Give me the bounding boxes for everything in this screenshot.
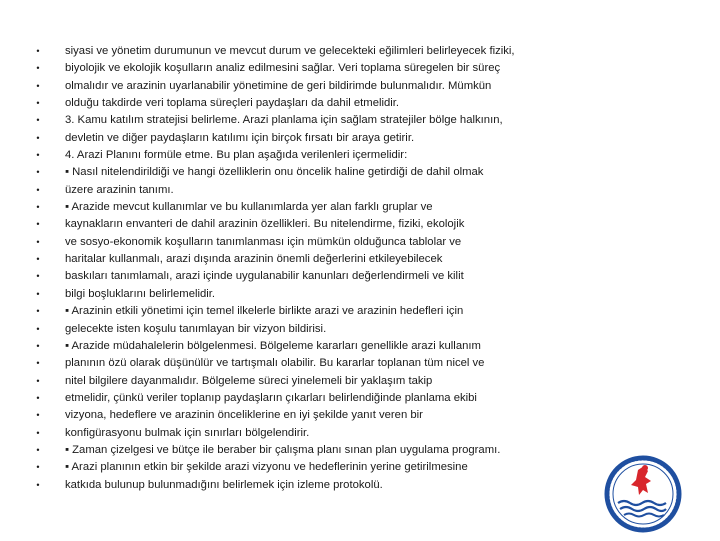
bullet-dot: • <box>36 132 40 143</box>
bullet-text: devletin ve diğer paydaşların katılımı için birçok fırsatı bir araya getirir. <box>65 131 415 144</box>
bullet-text: konfigürasyonu bulmak için sınırları bölgelendirir. <box>65 426 310 439</box>
bullet-text: olmalıdır ve arazinin uyarlanabilir yönetimine de geri bildirimde bulunmalıdır. Mümkün <box>65 79 492 92</box>
bullet-text: ▪ Arazinin etkili yönetimi için temel ilkelerle birlikte arazi ve arazinin hedefleri için <box>65 305 464 318</box>
bullet-text: ve sosyo-ekonomik koşulların tanımlanması için mümkün olduğunca tablolar ve <box>65 235 462 248</box>
university-seal-icon <box>596 448 691 536</box>
bullet-line <box>34 442 515 459</box>
bullet-text: katkıda bulunup bulunmadığını belirlemek için izleme protokolü. <box>65 478 383 491</box>
bullet-dot: • <box>36 444 40 455</box>
bullet-dot: • <box>36 115 40 126</box>
bullet-dot: • <box>36 323 40 334</box>
bullet-dot: • <box>36 427 40 438</box>
bullet-text: ▪ Zaman çizelgesi ve bütçe ile beraber bir çalışma planı sınan plan uygulama programı. <box>65 443 501 456</box>
bullet-dot: • <box>36 410 40 421</box>
bullet-line <box>34 268 515 285</box>
bullet-dot: • <box>36 202 40 213</box>
bullet-line <box>34 112 515 129</box>
bullet-dot: • <box>36 479 40 490</box>
bullet-text: ▪ Arazide mevcut kullanımlar ve bu kullanımlarda yer alan farklı gruplar ve <box>65 201 433 214</box>
bullet-dot: • <box>36 306 40 317</box>
bullet-dot: • <box>36 236 40 247</box>
bullet-line <box>34 303 515 320</box>
bullet-dot: • <box>36 358 40 369</box>
bullet-text: etmelidir, çünkü veriler toplanıp paydaşların çıkarları belirlendiğinde planlama ekibi <box>65 391 477 404</box>
bullet-line <box>34 355 515 372</box>
bullet-line <box>34 164 515 181</box>
bullet-dot: • <box>36 219 40 230</box>
bullet-dot: • <box>36 462 40 473</box>
bullet-line <box>34 234 515 251</box>
bullet-text: kaynakların envanteri de dahil arazinin özellikleri. Bu nitelendirme, fiziki, ekolojik <box>65 218 465 231</box>
bullet-line <box>34 182 515 199</box>
bullet-line <box>34 43 515 60</box>
bullet-dot: • <box>36 184 40 195</box>
bullet-line <box>34 390 515 407</box>
bullet-text: nitel bilgilere dayanmalıdır. Bölgeleme süreci yinelemeli bir yaklaşım takip <box>65 374 433 387</box>
bullet-line <box>34 407 515 424</box>
bullet-dot: • <box>36 340 40 351</box>
bullet-line <box>34 477 515 494</box>
bullet-line <box>34 286 515 303</box>
bullet-line <box>34 60 515 77</box>
bullet-text: ▪ Nasıl nitelendirildiği ve hangi özelliklerin onu öncelik haline getirdiği de dahil olmak <box>65 166 484 179</box>
bullet-text: vizyona, hedeflere ve arazinin önceliklerine en iyi şekilde yanıt veren bir <box>65 409 423 422</box>
bullet-text: biyolojik ve ekolojik koşulların analiz edilmesini sağlar. Veri toplama süregelen bir süreç <box>65 62 501 75</box>
bullet-line <box>34 373 515 390</box>
bullet-text: 3. Kamu katılım stratejisi belirleme. Arazi planlama için sağlam stratejiler bölge halkının, <box>65 114 503 127</box>
bullet-dot: • <box>36 80 40 91</box>
bullet-text: olduğu takdirde veri toplama süreçleri paydaşları da dahil etmelidir. <box>65 97 400 110</box>
bullet-line <box>34 321 515 338</box>
bullet-text: haritalar kullanmalı, arazi dışında arazinin önemli değerlerini etkileyebilecek <box>65 253 443 266</box>
bullet-dot: • <box>36 392 40 403</box>
bullet-text: bilgi boşluklarını belirlemelidir. <box>65 287 216 300</box>
bullet-text: baskıları tanımlamalı, arazi içinde uygulanabilir kanunları değerlendirmeli ve kilit <box>65 270 464 283</box>
bullet-text: üzere arazinin tanımı. <box>65 183 174 196</box>
bullet-dot: • <box>36 98 40 109</box>
bullet-line <box>34 459 515 476</box>
bullet-line <box>34 147 515 164</box>
bullet-line <box>34 95 515 112</box>
bullet-text: planının özü olarak düşünülür ve tartışmalı olabilir. Bu kararlar toplanan tüm nicel ve <box>65 357 485 370</box>
bullet-text: ▪ Arazide müdahalelerin bölgelenmesi. Bölgeleme kararları genellikle arazi kullanım <box>65 339 481 352</box>
bullet-dot: • <box>36 288 40 299</box>
bullet-dot: • <box>36 254 40 265</box>
bullet-dot: • <box>36 150 40 161</box>
university-logo <box>596 448 691 536</box>
bullet-line <box>34 338 515 355</box>
bullet-line <box>34 130 515 147</box>
bullet-dot: • <box>36 271 40 282</box>
bullet-list <box>34 43 515 494</box>
bullet-text: gelecekte isten koşulu tanımlayan bir vizyon bildirisi. <box>65 322 327 335</box>
bullet-dot: • <box>36 375 40 386</box>
bullet-dot: • <box>36 46 40 56</box>
bullet-dot: • <box>36 63 40 74</box>
bullet-line <box>34 78 515 95</box>
bullet-line <box>34 199 515 216</box>
bullet-line <box>34 216 515 233</box>
bullet-line <box>34 251 515 268</box>
bullet-line <box>34 425 515 442</box>
bullet-text: ▪ Arazi planının etkin bir şekilde arazi vizyonu ve hedeflerinin yerine getirilmesine <box>65 461 468 474</box>
bullet-text: siyasi ve yönetim durumunun ve mevcut durum ve gelecekteki eğilimleri belirleyecek fiziki, <box>65 45 515 57</box>
bullet-dot: • <box>36 167 40 178</box>
bullet-text: 4. Arazi Planını formüle etme. Bu plan aşağıda verilenleri içermelidir: <box>65 149 408 162</box>
